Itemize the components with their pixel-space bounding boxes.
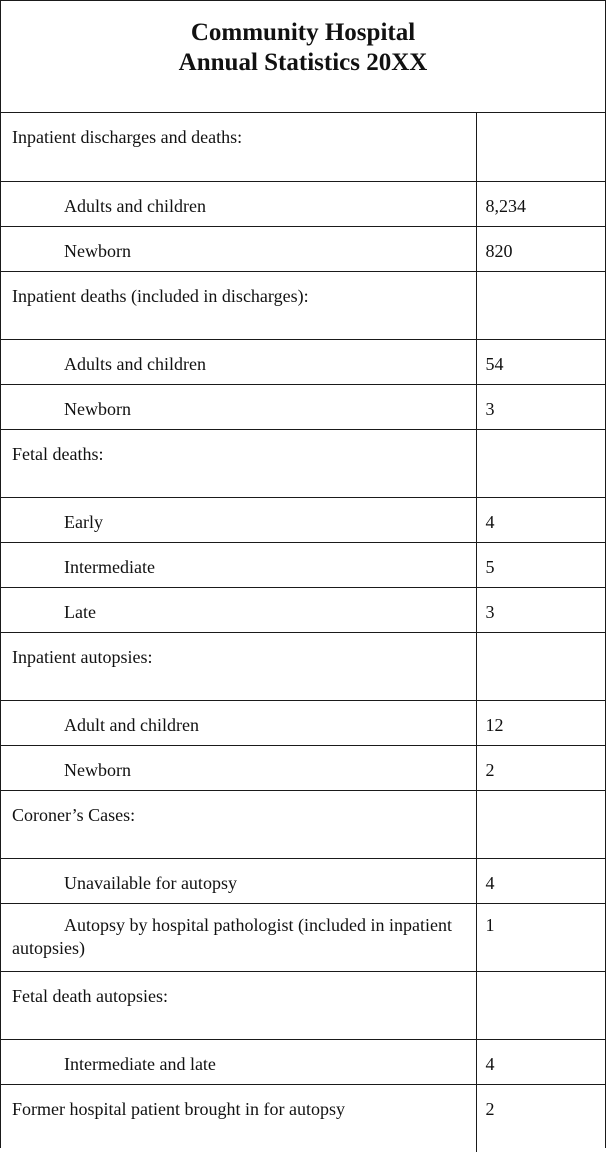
- section-label: Inpatient autopsies:: [1, 632, 476, 700]
- section-row: [1, 790, 605, 858]
- section-row: [1, 632, 605, 700]
- stat-label: Late: [64, 601, 96, 622]
- stat-label: Adults and children: [64, 195, 206, 216]
- stat-label: Early: [64, 511, 103, 532]
- stat-label-cell: [1, 903, 476, 971]
- stat-label: Adult and children: [64, 714, 199, 735]
- stat-value: 4: [476, 858, 605, 903]
- section-label: Fetal death autopsies:: [1, 971, 476, 1039]
- stat-value: 8,234: [476, 181, 605, 226]
- title-block: [1, 1, 605, 113]
- stat-label-cell: [1, 339, 476, 384]
- statistics-table: [1, 113, 605, 1152]
- stat-row: [1, 745, 605, 790]
- stat-label-cell: [1, 384, 476, 429]
- stat-label-cell: [1, 700, 476, 745]
- stat-row: [1, 700, 605, 745]
- report-title: Annual Statistics 20XX: [178, 49, 428, 76]
- stat-label-cell: [1, 587, 476, 632]
- section-value: [476, 632, 605, 700]
- stat-value: 54: [476, 339, 605, 384]
- section-row: [1, 271, 605, 339]
- stat-label-cell: [1, 226, 476, 271]
- stat-label-cell: [1, 542, 476, 587]
- stat-label: Intermediate: [64, 556, 155, 577]
- stat-label: Autopsy by hospital pathologist (included in inpatient autopsies): [12, 914, 452, 958]
- stat-row: [1, 1084, 605, 1152]
- section-value: [476, 429, 605, 497]
- stat-label: Unavailable for autopsy: [64, 872, 237, 893]
- stat-label-cell: [1, 1039, 476, 1084]
- stat-label-cell: [1, 181, 476, 226]
- stat-value: 2: [476, 745, 605, 790]
- stat-value: 5: [476, 542, 605, 587]
- stat-value: 820: [476, 226, 605, 271]
- section-label: Inpatient deaths (included in discharges):: [1, 271, 476, 339]
- stat-value: 4: [476, 1039, 605, 1084]
- stat-value: 3: [476, 384, 605, 429]
- stat-value: 3: [476, 587, 605, 632]
- stat-value: 12: [476, 700, 605, 745]
- stat-value: 1: [476, 903, 605, 971]
- section-value: [476, 971, 605, 1039]
- section-label: Fetal deaths:: [1, 429, 476, 497]
- stat-row: [1, 384, 605, 429]
- section-row: [1, 113, 605, 181]
- stat-label-cell: [1, 858, 476, 903]
- stat-row: [1, 339, 605, 384]
- section-row: [1, 971, 605, 1039]
- hospital-name: Community Hospital: [190, 19, 416, 46]
- stat-label: Newborn: [64, 240, 131, 261]
- section-value: [476, 790, 605, 858]
- section-value: [476, 271, 605, 339]
- stat-label: Newborn: [64, 398, 131, 419]
- section-label: Inpatient discharges and deaths:: [1, 113, 476, 181]
- stat-label-cell: [1, 745, 476, 790]
- stat-row: [1, 858, 605, 903]
- section-label: Coroner’s Cases:: [1, 790, 476, 858]
- stat-row: [1, 497, 605, 542]
- stat-row: [1, 903, 605, 971]
- stat-label: Former hospital patient brought in for autopsy: [1, 1084, 476, 1152]
- stat-row: [1, 226, 605, 271]
- stat-row: [1, 587, 605, 632]
- stat-label: Intermediate and late: [64, 1053, 216, 1074]
- stat-label: Newborn: [64, 759, 131, 780]
- stat-value: 4: [476, 497, 605, 542]
- stat-label: Adults and children: [64, 353, 206, 374]
- section-row: [1, 429, 605, 497]
- stat-row: [1, 1039, 605, 1084]
- stat-label-cell: [1, 497, 476, 542]
- stat-value: 2: [485, 1098, 495, 1119]
- stat-row: [1, 542, 605, 587]
- stat-row: [1, 181, 605, 226]
- section-value: [476, 113, 605, 181]
